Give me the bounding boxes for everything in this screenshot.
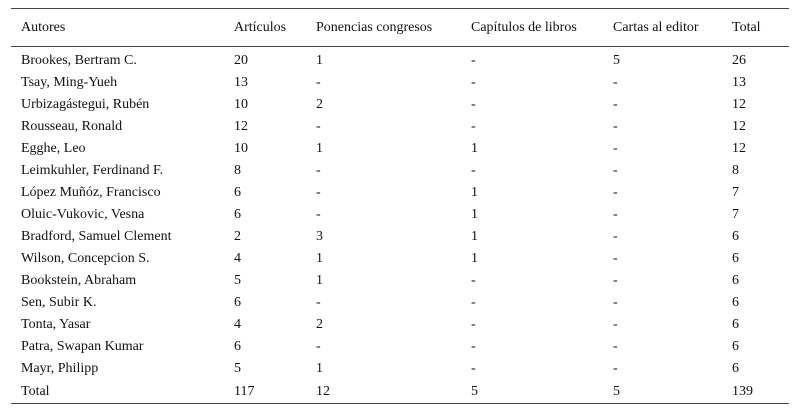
table-row: [11, 116, 789, 138]
cell-total: 12: [732, 97, 746, 112]
cell-conference-papers: 1: [316, 251, 323, 266]
cell-conference-papers: 1: [316, 361, 323, 376]
cell-letters: -: [613, 295, 618, 310]
cell-conference-papers: -: [316, 119, 321, 134]
cell-author: Mayr, Philipp: [21, 361, 99, 376]
cell-total: 139: [722, 380, 789, 404]
cell-articles: 8: [234, 163, 241, 178]
cell-total: 6: [732, 229, 739, 244]
header-conference-papers: Ponencias congresos: [306, 9, 461, 47]
cell-book-chapters: 1: [471, 141, 478, 156]
table-row: [11, 292, 789, 314]
cell-total: 6: [732, 339, 739, 354]
cell-author: Tonta, Yasar: [21, 317, 91, 332]
cell-articles: 12: [234, 119, 248, 134]
table-row: [11, 160, 789, 182]
cell-articles: 6: [234, 207, 241, 222]
table-row: [11, 94, 789, 116]
table-row: [11, 204, 789, 226]
cell-total: 7: [732, 185, 739, 200]
table-row: [11, 248, 789, 270]
cell-author: López Muñóz, Francisco: [21, 185, 161, 200]
cell-letters: 5: [613, 53, 620, 68]
cell-letters: -: [613, 119, 618, 134]
cell-conference-papers: -: [316, 163, 321, 178]
header-row: [11, 9, 789, 47]
cell-letters: -: [613, 163, 618, 178]
cell-author: Egghe, Leo: [21, 141, 86, 156]
cell-letters: -: [613, 339, 618, 354]
cell-book-chapters: 1: [471, 251, 478, 266]
cell-book-chapters: 1: [471, 207, 478, 222]
cell-book-chapters: -: [471, 339, 476, 354]
header-total: Total: [722, 9, 789, 47]
cell-conference-papers: 1: [316, 273, 323, 288]
cell-articles: 6: [234, 185, 241, 200]
cell-articles: 5: [234, 361, 241, 376]
total-row: [11, 380, 789, 404]
table-header: [11, 9, 789, 47]
cell-conference-papers: 1: [316, 141, 323, 156]
cell-author: Urbizagástegui, Rubén: [21, 97, 150, 112]
authors-table-container: [11, 8, 789, 404]
cell-articles: 5: [234, 273, 241, 288]
cell-letters: -: [613, 75, 618, 90]
cell-articles: 6: [234, 339, 241, 354]
cell-conference-papers: 2: [316, 317, 323, 332]
cell-total: 8: [732, 163, 739, 178]
cell-author: Brookes, Bertram C.: [21, 53, 137, 68]
cell-letters: -: [613, 207, 618, 222]
cell-total: 6: [732, 251, 739, 266]
cell-total: 26: [732, 53, 746, 68]
cell-author: Tsay, Ming-Yueh: [21, 75, 118, 90]
cell-letters: -: [613, 141, 618, 156]
authors-table: [11, 8, 789, 404]
table-row: [11, 47, 789, 73]
cell-author: Rousseau, Ronald: [21, 119, 123, 134]
header-letters-to-editor: Cartas al editor: [603, 9, 722, 47]
cell-articles: 10: [234, 141, 248, 156]
cell-book-chapters: -: [471, 163, 476, 178]
cell-articles: 6: [234, 295, 241, 310]
cell-total: 6: [732, 317, 739, 332]
cell-author: Leimkuhler, Ferdinand F.: [21, 163, 164, 178]
header-book-chapters: Capítulos de libros: [461, 9, 603, 47]
cell-conference-papers: 1: [316, 53, 323, 68]
cell-conference-papers: -: [316, 295, 321, 310]
cell-book-chapters: 1: [471, 229, 478, 244]
cell-author: Wilson, Concepcion S.: [21, 251, 150, 266]
cell-book-chapters: 5: [461, 380, 603, 404]
table-row: [11, 358, 789, 380]
cell-book-chapters: -: [471, 317, 476, 332]
cell-articles: 13: [234, 75, 248, 90]
cell-letters: -: [613, 229, 618, 244]
cell-total: 6: [732, 273, 739, 288]
cell-articles: 117: [224, 380, 306, 404]
cell-conference-papers: 12: [306, 380, 461, 404]
cell-book-chapters: -: [471, 75, 476, 90]
cell-articles: 10: [234, 97, 248, 112]
cell-articles: 2: [234, 229, 241, 244]
cell-author: Oluic-Vukovic, Vesna: [21, 207, 145, 222]
cell-author: Sen, Subir K.: [21, 295, 97, 310]
table-row: [11, 182, 789, 204]
cell-conference-papers: -: [316, 75, 321, 90]
cell-book-chapters: -: [471, 273, 476, 288]
table-row: [11, 314, 789, 336]
cell-author: Bookstein, Abraham: [21, 273, 137, 288]
cell-letters: 5: [603, 380, 722, 404]
cell-conference-papers: 2: [316, 97, 323, 112]
header-authors: Autores: [11, 9, 224, 47]
cell-author: Bradford, Samuel Clement: [21, 229, 172, 244]
cell-conference-papers: -: [316, 207, 321, 222]
cell-letters: -: [613, 185, 618, 200]
table-row: [11, 336, 789, 358]
cell-articles: 4: [234, 251, 241, 266]
cell-letters: -: [613, 97, 618, 112]
cell-letters: -: [613, 361, 618, 376]
cell-total: 7: [732, 207, 739, 222]
cell-total: 13: [732, 75, 746, 90]
cell-book-chapters: -: [471, 119, 476, 134]
cell-total: 6: [732, 295, 739, 310]
table-row: [11, 72, 789, 94]
cell-letters: -: [613, 317, 618, 332]
table-row: [11, 226, 789, 248]
cell-articles: 4: [234, 317, 241, 332]
cell-articles: 20: [234, 53, 248, 68]
cell-book-chapters: -: [471, 295, 476, 310]
cell-book-chapters: -: [471, 53, 476, 68]
cell-total: 12: [732, 141, 746, 156]
cell-book-chapters: -: [471, 97, 476, 112]
cell-letters: -: [613, 273, 618, 288]
cell-letters: -: [613, 251, 618, 266]
table-row: [11, 138, 789, 160]
cell-author: Total: [11, 380, 224, 404]
cell-conference-papers: -: [316, 339, 321, 354]
cell-total: 6: [732, 361, 739, 376]
cell-author: Patra, Swapan Kumar: [21, 339, 144, 354]
header-articles: Artículos: [224, 9, 306, 47]
cell-total: 12: [732, 119, 746, 134]
table-row: [11, 270, 789, 292]
cell-conference-papers: 3: [316, 229, 323, 244]
cell-book-chapters: -: [471, 361, 476, 376]
table-body: [11, 47, 789, 404]
cell-book-chapters: 1: [471, 185, 478, 200]
cell-conference-papers: -: [316, 185, 321, 200]
